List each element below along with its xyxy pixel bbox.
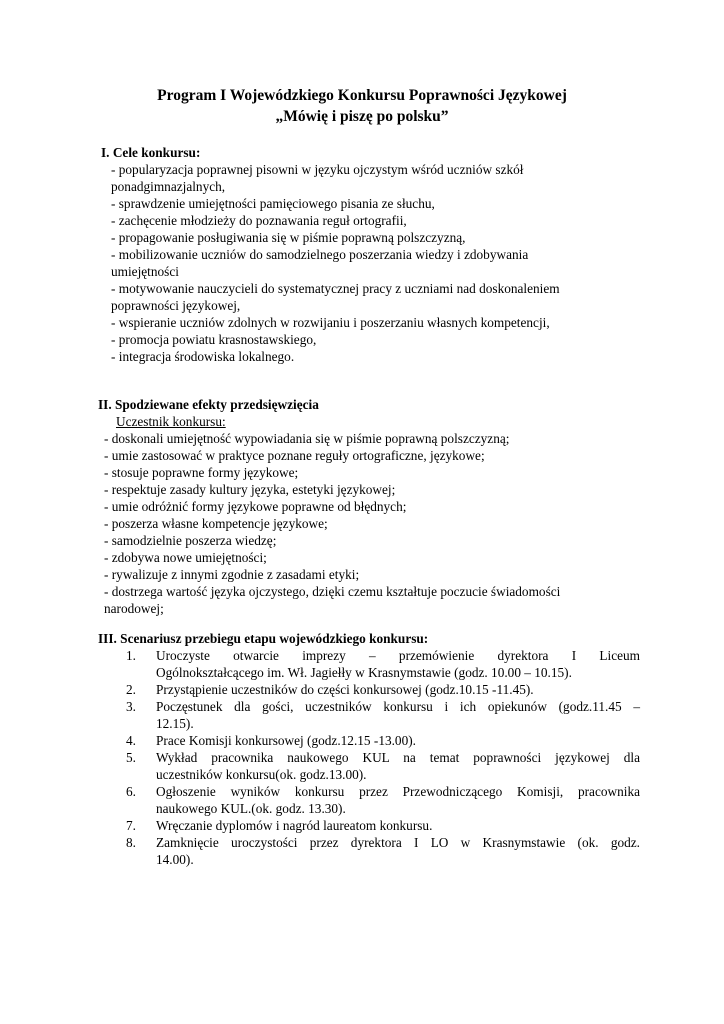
scenario-item — [120, 698, 640, 732]
list-item-text: - motywowanie nauczycieli do systematycznej pracy z uczniami nad doskonaleniem — [111, 281, 560, 296]
list-item-text: narodowej; — [104, 601, 164, 616]
participant-subheading — [116, 413, 226, 430]
list-item-continuation — [111, 263, 631, 280]
list-item-text: - sprawdzenie umiejętności pamięciowego pisania ze słuchu, — [111, 196, 435, 211]
list-item — [111, 246, 631, 263]
scenario-item-number: 1. — [126, 648, 136, 663]
scenario-item-line2: uczestników konkursu(ok. godz.13.00). — [156, 767, 367, 782]
list-item-text: - propagowanie posługiwania się w piśmie poprawną polszczyzną, — [111, 230, 466, 245]
list-item-continuation — [111, 178, 631, 195]
list-item-text: - umie zastosować w praktyce poznane reguły ortograficzne, językowe; — [104, 448, 485, 463]
scenario-item-line1: Wręczanie dyplomów i nagród laureatom konkursu. — [156, 818, 433, 833]
scenario-item-number: 5. — [126, 750, 136, 765]
scenario-item-line2: 14.00). — [156, 852, 194, 867]
list-item-text: - rywalizuje z innymi zgodnie z zasadami etyki; — [104, 567, 360, 582]
list-item — [111, 331, 631, 348]
scenario-item — [120, 681, 640, 698]
scenario-item-line1: Wykład pracownika naukowego KUL na temat poprawności językowej dla — [156, 750, 640, 765]
scenario-item-line1: Ogłoszenie wyników konkursu przez Przewodniczącego Komisji, pracownika — [156, 784, 640, 799]
scenario-item-number: 6. — [126, 784, 136, 799]
scenario-item-number: 2. — [126, 682, 136, 697]
scenario-item — [120, 783, 640, 817]
list-item-text: - poszerza własne kompetencje językowe; — [104, 516, 328, 531]
scenario-item-line1: Uroczyste otwarcie imprezy – przemówienie dyrektora I Liceum — [156, 648, 640, 663]
scenario-item — [120, 817, 640, 834]
list-item-text: - dostrzega wartość języka ojczystego, dzięki czemu kształtuje poczucie świadomości — [104, 584, 561, 599]
scenario-item-line1: Zamknięcie uroczystości przez dyrektora I LO w Krasnymstawie (ok. godz. — [156, 835, 640, 850]
list-item — [104, 498, 644, 515]
scenario-item — [120, 749, 640, 783]
list-item-text: - samodzielnie poszerza wiedzę; — [104, 533, 277, 548]
list-item-text: - popularyzacja poprawnej pisowni w języku ojczystym wśród uczniów szkół — [111, 162, 524, 177]
scenario-item-line2: 12.15). — [156, 716, 194, 731]
list-item-text: - mobilizowanie uczniów do samodzielnego poszerzania wiedzy i zdobywania — [111, 247, 529, 262]
list-item-text: - wspieranie uczniów zdolnych w rozwijaniu i poszerzaniu własnych kompetencji, — [111, 315, 550, 330]
list-item — [111, 212, 631, 229]
list-item — [104, 464, 644, 481]
document-title-line2: „Mówię i piszę po polsku” — [275, 108, 449, 125]
list-item — [111, 195, 631, 212]
list-item — [111, 161, 631, 178]
list-item-text: - promocja powiatu krasnostawskiego, — [111, 332, 317, 347]
list-item — [104, 447, 644, 464]
scenario-item-line2: naukowego KUL.(ok. godz. 13.30). — [156, 801, 346, 816]
list-item — [104, 566, 644, 583]
list-item-text: - zachęcenie młodzieży do poznawania reguł ortografii, — [111, 213, 407, 228]
scenario-item-line1: Przystąpienie uczestników do części konkursowej (godz.10.15 -11.45). — [156, 682, 534, 697]
list-item-continuation — [104, 600, 644, 617]
list-item-text: - doskonali umiejętność wypowiadania się w piśmie poprawną polszczyzną; — [104, 431, 510, 446]
participant-subheading-text: Uczestnik konkursu — [116, 414, 222, 429]
list-item-text: - stosuje poprawne formy językowe; — [104, 465, 299, 480]
list-item — [111, 229, 631, 246]
list-item-text: poprawności językowej, — [111, 298, 241, 313]
scenario-item-line1: Poczęstunek dla gości, uczestników konkursu i ich opiekunów (godz.11.45 – — [156, 699, 640, 714]
list-item — [111, 348, 631, 365]
scenario-item-number: 7. — [126, 818, 136, 833]
list-item-text: ponadgimnazjalnych, — [111, 179, 226, 194]
section-goals-heading: I. Cele konkursu: — [101, 145, 201, 160]
goals-list — [111, 161, 631, 365]
section-scenario-heading: III. Scenariusz przebiegu etapu wojewódzkiego konkursu: — [98, 631, 429, 646]
list-item — [104, 430, 644, 447]
scenario-item-number: 3. — [126, 699, 136, 714]
scenario-item-line1: Prace Komisji konkursowej (godz.12.15 -13.00). — [156, 733, 416, 748]
list-item — [104, 532, 644, 549]
scenario-item-number: 8. — [126, 835, 136, 850]
scenario-item — [120, 732, 640, 749]
effects-list — [104, 430, 644, 617]
list-item — [111, 280, 631, 297]
section-effects-heading: II. Spodziewane efekty przedsięwzięcia — [98, 397, 319, 412]
list-item-continuation — [111, 297, 631, 314]
scenario-item-number: 4. — [126, 733, 136, 748]
list-item-text: - respektuje zasady kultury języka, estetyki językowej; — [104, 482, 396, 497]
list-item-text: - umie odróżnić formy językowe poprawne od błędnych; — [104, 499, 407, 514]
list-item — [111, 314, 631, 331]
document-title-line1: Program I Wojewódzkiego Konkursu Poprawności Językowej — [157, 87, 567, 104]
list-item — [104, 515, 644, 532]
list-item — [104, 481, 644, 498]
scenario-list — [120, 647, 640, 868]
list-item — [104, 583, 644, 600]
list-item-text: umiejętności — [111, 264, 179, 279]
scenario-item-line2: Ogólnokształcącego im. Wł. Jagiełły w Krasnymstawie (godz. 10.00 – 10.15). — [156, 665, 572, 680]
list-item — [104, 549, 644, 566]
list-item-text: - integracja środowiska lokalnego. — [111, 349, 295, 364]
scenario-item — [120, 834, 640, 868]
participant-subheading-colon: : — [222, 414, 226, 429]
scenario-item — [120, 647, 640, 681]
list-item-text: - zdobywa nowe umiejętności; — [104, 550, 267, 565]
